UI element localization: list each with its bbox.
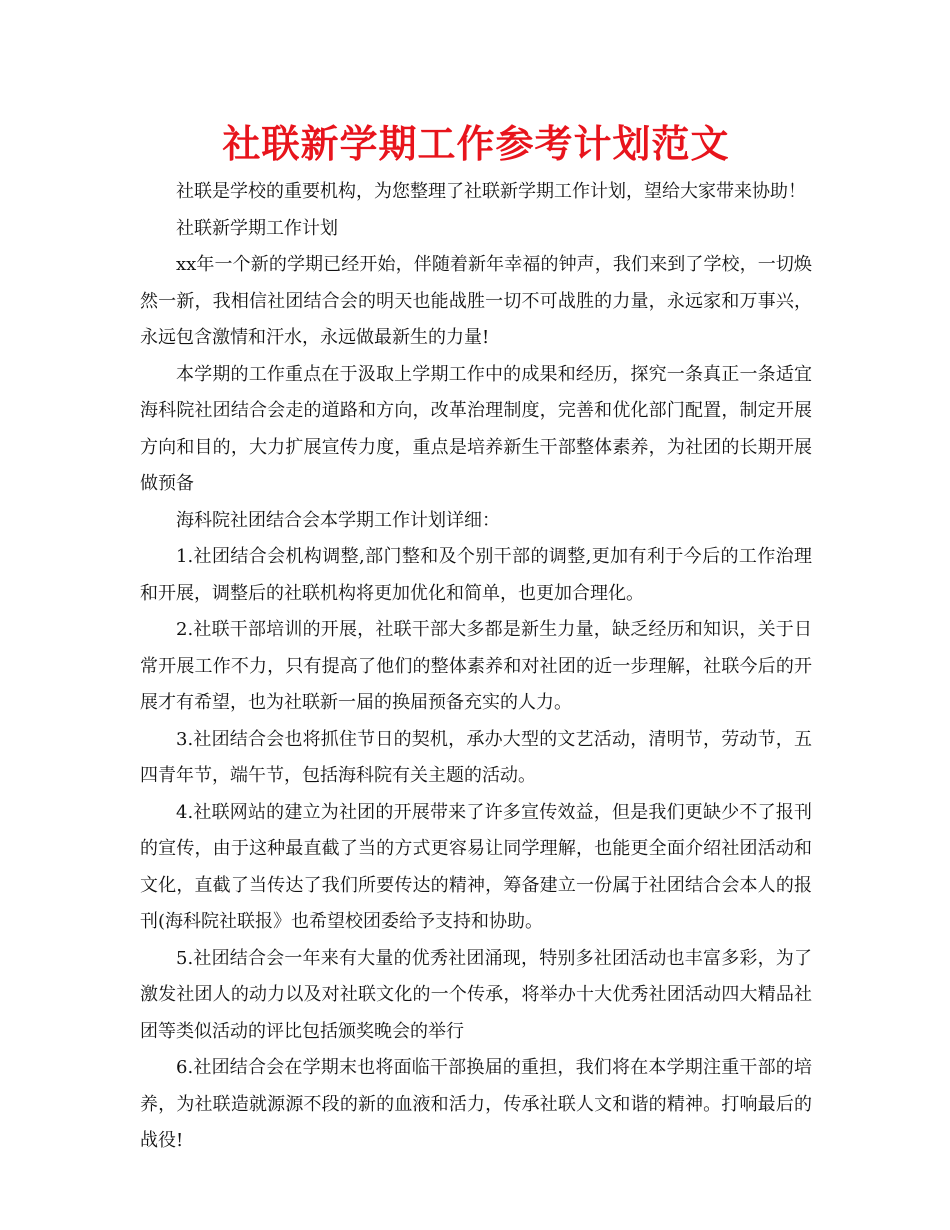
- section-heading: 社联新学期工作计划: [176, 217, 338, 239]
- plan-item-6: 6.社团结合会在学期末也将面临干部换届的重担，我们将在本学期注重干部的培养，为社联造就源源不段的新的血液和活力，传承社联人文和谐的精神。打响最后的战役!: [140, 1057, 812, 1151]
- body-paragraph: 本学期的工作重点在于汲取上学期工作中的成果和经历，探究一条真正一条适宜海科院社团结合会走的道路和方向，改革治理制度，完善和优化部门配置，制定开展方向和目的，大力扩展宣传力度，重点是培养新生干部整体素养，为社团的长期开展做预备: [140, 363, 812, 494]
- plan-item-4: 4.社联网站的建立为社团的开展带来了许多宣传效益，但是我们更缺少不了报刊的宣传，由于这种最直截了当的方式更容易让同学理解，也能更全面介绍社团活动和文化，直截了当传达了我们所要传达的精神，筹备建立一份属于社团结合会本人的报刊(海科院社联报》也希望校团委给予支持和协助。: [140, 801, 812, 932]
- plan-heading: 海科院社团结合会本学期工作计划详细：: [176, 509, 500, 531]
- body-paragraph: xx年一个新的学期已经开始，伴随着新年幸福的钟声，我们来到了学校，一切焕然一新，我相信社团结合会的明天也能战胜一切不可战胜的力量，永远家和万事兴，永远包含激情和汗水，永远做最新生的力量!: [140, 254, 812, 348]
- intro-paragraph: 社联是学校的重要机构，为您整理了社联新学期工作计划，望给大家带来协助！: [176, 181, 806, 202]
- plan-item-3: 3.社团结合会也将抓住节日的契机，承办大型的文艺活动，清明节，劳动节，五四青年节，端午节，包括海科院有关主题的活动。: [140, 728, 812, 786]
- document-title: 社联新学期工作参考计划范文: [222, 122, 730, 166]
- document-page: [140, 118, 812, 1160]
- plan-item-1: 1.社团结合会机构调整,部门整和及个别干部的调整,更加有利于今后的工作治理和开展，调整后的社联机构将更加优化和简单，也更加合理化。: [140, 546, 812, 604]
- plan-item-2: 2.社联干部培训的开展，社联干部大多都是新生力量，缺乏经历和知识，关于日常开展工作不力，只有提高了他们的整体素养和对社团的近一步理解，社联今后的开展才有希望，也为社联新一届的换届预备充实的人力。: [140, 619, 812, 713]
- plan-item-5: 5.社团结合会一年来有大量的优秀社团涌现，特别多社团活动也丰富多彩，为了激发社团人的动力以及对社联文化的一个传承，将举办十大优秀社团活动四大精品社团等类似活动的评比包括颁奖晚会的举行: [140, 947, 812, 1042]
